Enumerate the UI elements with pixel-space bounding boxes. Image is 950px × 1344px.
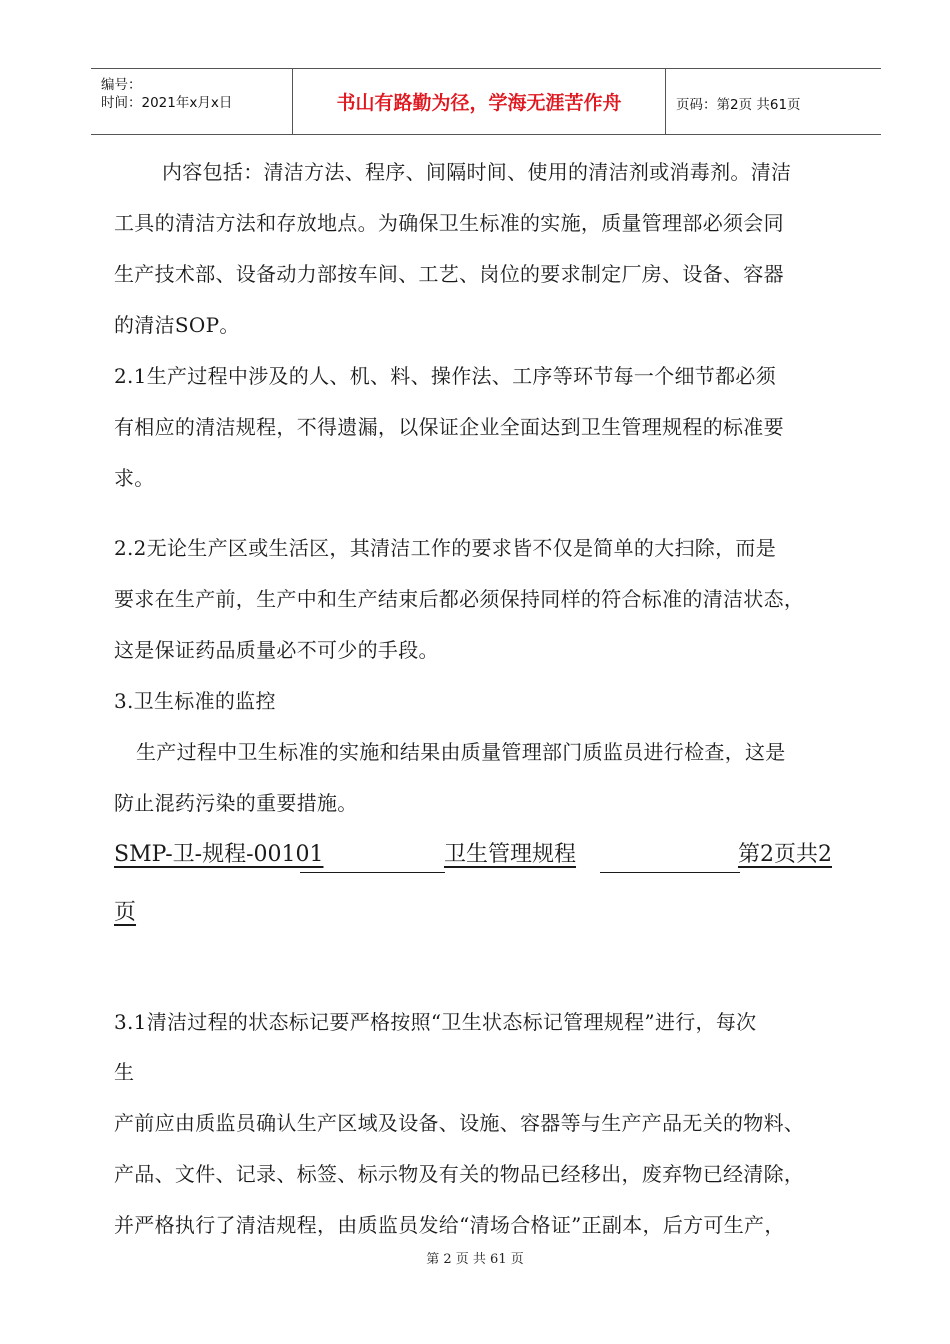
heading-underline-gap-2 [600, 872, 740, 873]
body-line-10: 这是保证药品质量必不可少的手段。 [114, 638, 439, 662]
body-line-8: 2.2无论生产区或生活区，其清洁工作的要求皆不仅是简单的大扫除，而是 [114, 536, 777, 560]
header-page-info: 页码：第2页 共61页 [676, 97, 801, 113]
header-motto: 书山有路勤为径，学海无涯苦作舟 [293, 69, 666, 134]
page-footer [0, 1248, 950, 1267]
body-line-11: 生产过程中卫生标准的实施和结果由质量管理部门质监员进行检查，这是 [136, 740, 786, 764]
body-line-9: 要求在生产前，生产中和生产结束后都必须保持同样的符合标准的清洁状态， [114, 587, 805, 611]
body2-line-5: 并严格执行了清洁规程，由质监员发给“清场合格证”正副本，后方可生产， [114, 1213, 785, 1237]
body-line-4: 的清洁SOP。 [114, 313, 240, 337]
body-line-6: 有相应的清洁规程，不得遗漏，以保证企业全面达到卫生管理规程的标准要 [114, 415, 784, 439]
doc-page: 第2页共2 [738, 842, 832, 867]
body-line-5: 2.1生产过程中涉及的人、机、料、操作法、工序等环节每一个细节都必须 [114, 364, 777, 388]
doc-page-cont: 页 [114, 900, 137, 925]
header-code-label: 编号： [101, 77, 142, 93]
heading-underline-gap-1 [300, 872, 445, 873]
section-heading-3: 3.卫生标准的监控 [114, 689, 276, 713]
footer-page-number: 第 2 页 共 61 页 [426, 1252, 524, 1267]
doc-heading [114, 840, 860, 870]
body-line-12: 防止混药污染的重要措施。 [114, 791, 358, 815]
doc-heading-cont [114, 898, 860, 928]
body-line-3: 生产技术部、设备动力部按车间、工艺、岗位的要求制定厂房、设备、容器 [114, 262, 784, 286]
body-line-7: 求。 [114, 466, 155, 490]
body2-line-3: 产前应由质监员确认生产区域及设备、设施、容器等与生产产品无关的物料、 [114, 1111, 805, 1135]
body2-line-1: 3.1清洁过程的状态标记要严格按照“卫生状态标记管理规程”进行，每次 [114, 1010, 757, 1034]
body2-line-2: 生 [114, 1060, 135, 1084]
doc-code: SMP-卫-规程-00101 [114, 842, 324, 867]
doc-title: 卫生管理规程 [444, 842, 577, 867]
body-line-2: 工具的清洁方法和存放地点。为确保卫生标准的实施，质量管理部必须会同 [114, 211, 784, 235]
page-header [91, 68, 881, 135]
body2-line-4: 产品、文件、记录、标签、标示物及有关的物品已经移出，废弃物已经清除， [114, 1162, 805, 1186]
header-time-label: 时间：2021年x月x日 [101, 95, 233, 111]
header-meta [91, 69, 293, 134]
body-line-1: 内容包括：清洁方法、程序、间隔时间、使用的清洁剂或消毒剂。清洁 [162, 160, 792, 184]
